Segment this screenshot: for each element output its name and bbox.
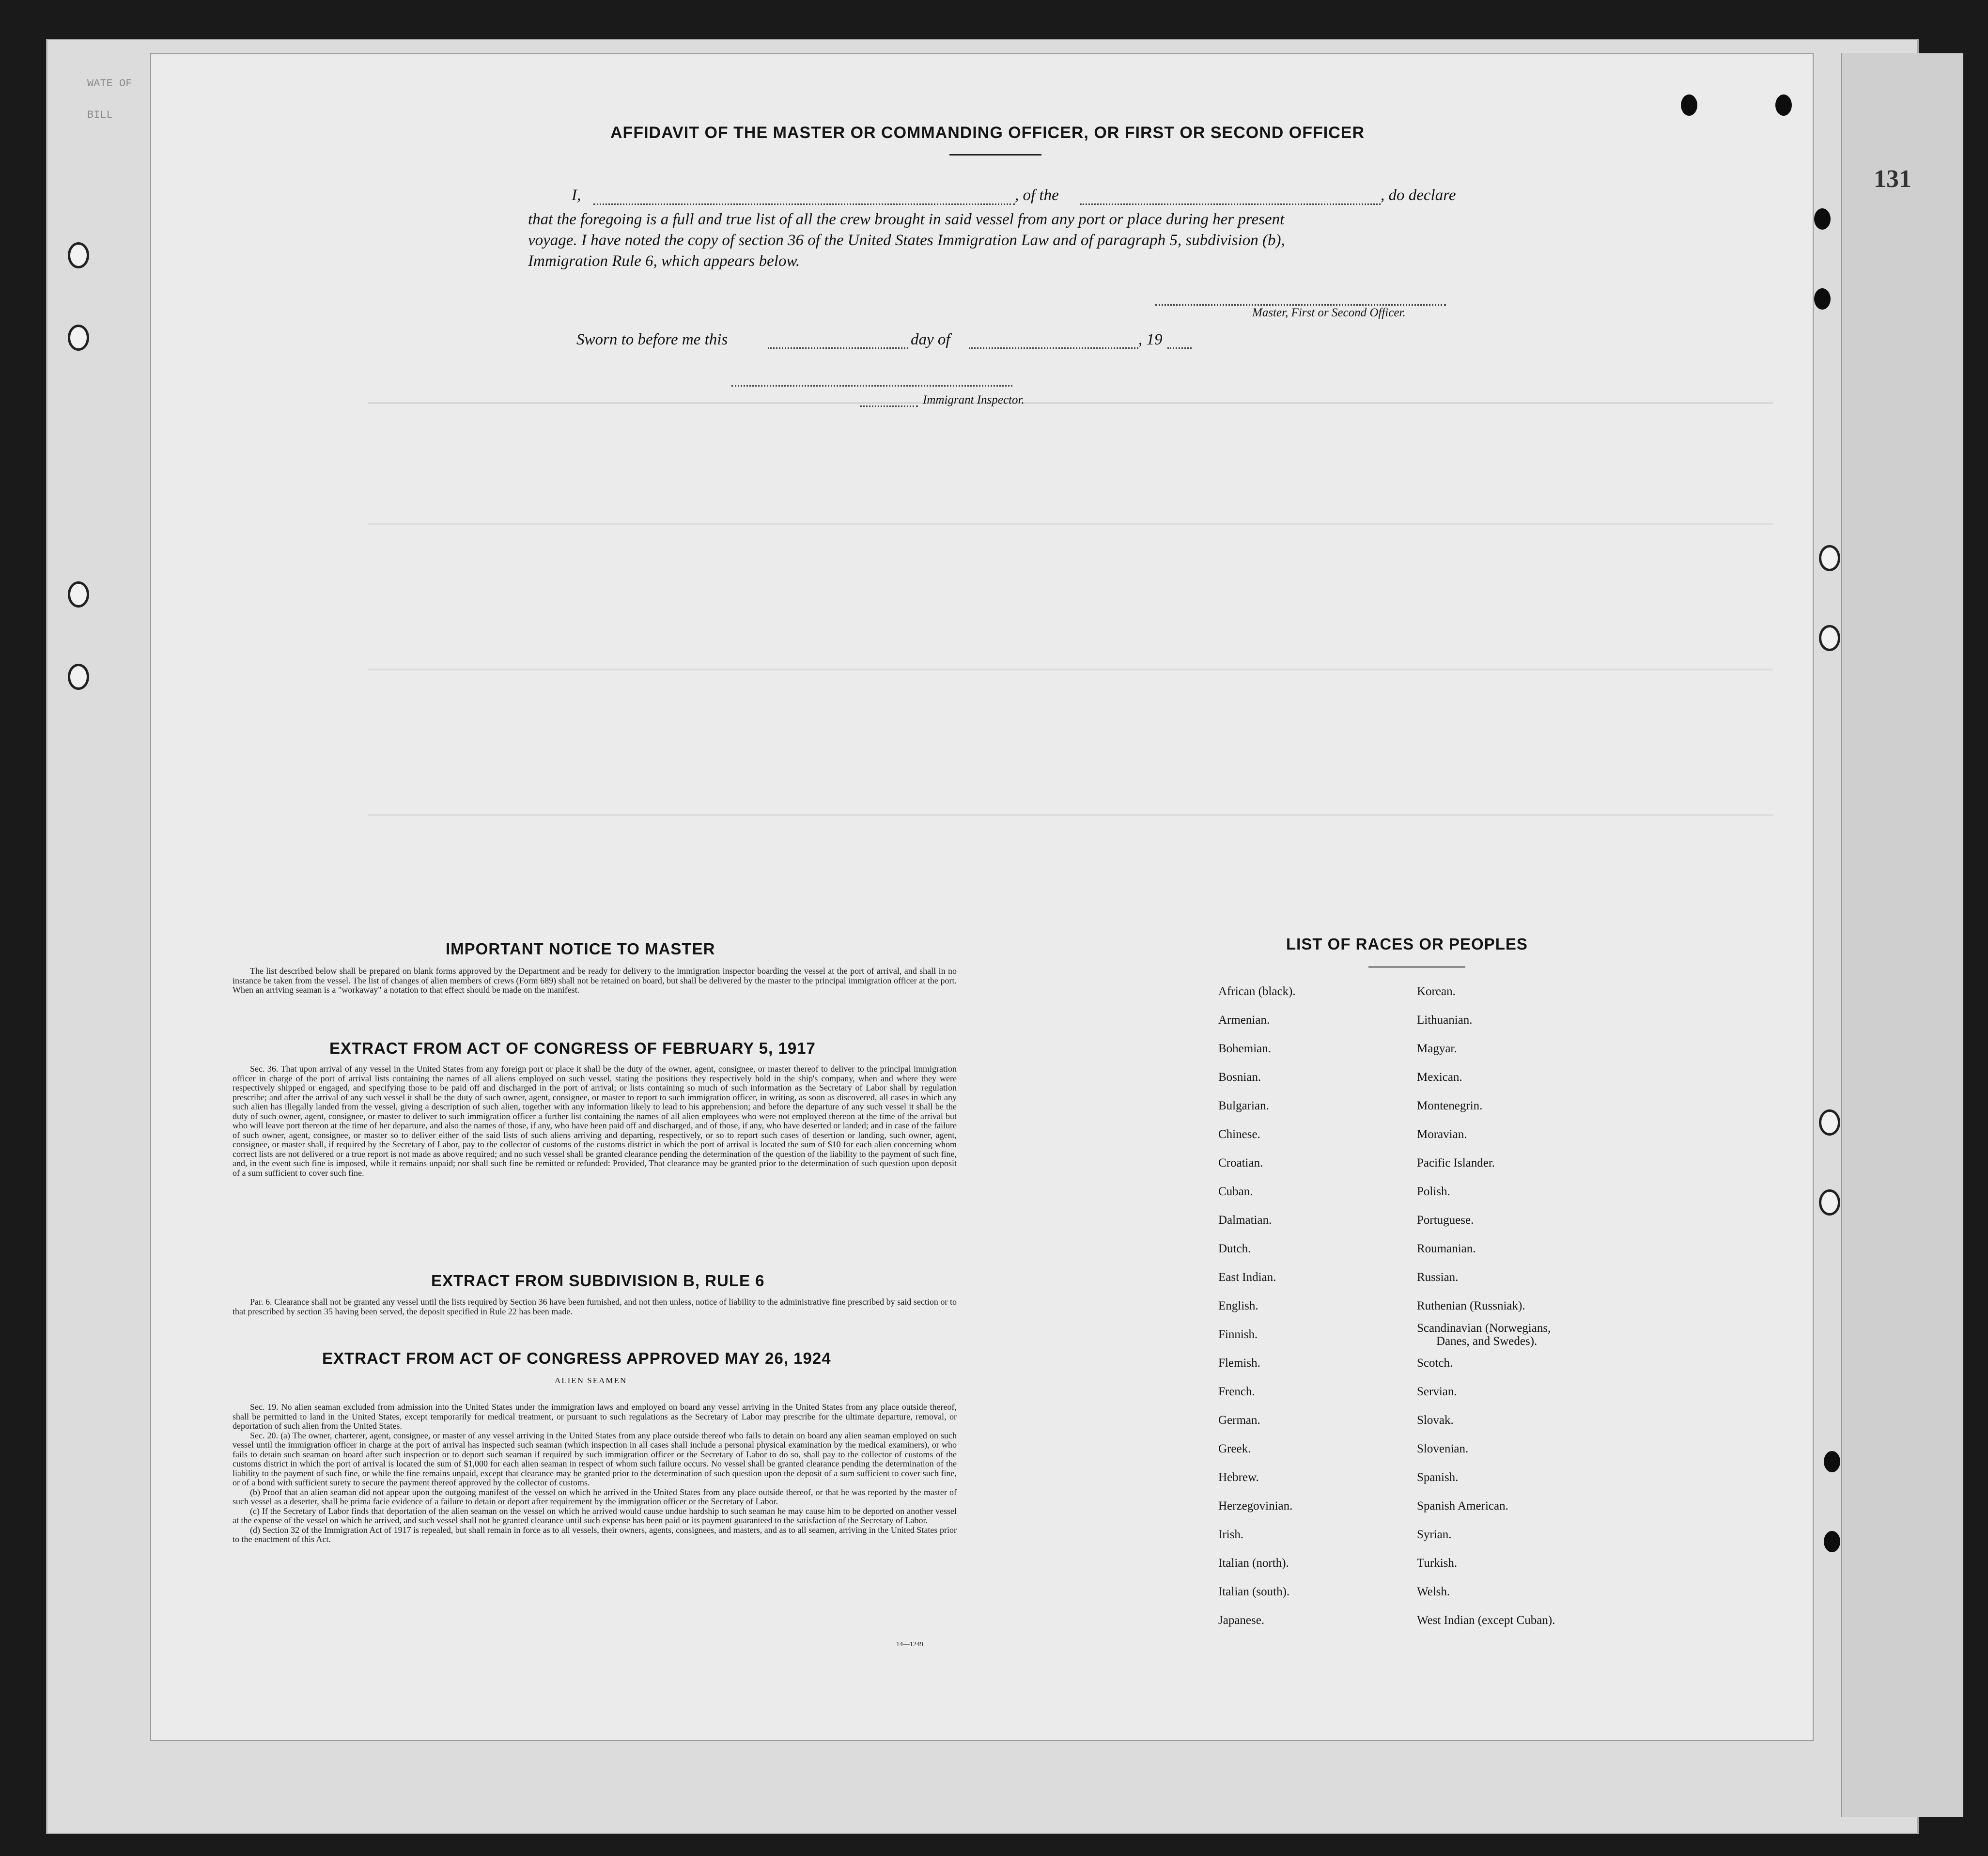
race-item: Scotch. [1417, 1357, 1453, 1370]
race-item: Cuban. [1218, 1185, 1253, 1198]
race-item: Montenegrin. [1417, 1099, 1483, 1112]
inspector-signature-line[interactable] [731, 385, 1012, 387]
punch-hole [1775, 94, 1792, 116]
punch-hole-ring [1819, 1189, 1840, 1216]
extract-1917-title: EXTRACT FROM ACT OF CONGRESS OF FEBRUARY 5, 1917 [329, 1039, 816, 1057]
margin-mark-1: WATE OF [87, 78, 132, 90]
punch-hole [1824, 1451, 1840, 1472]
race-item: Korean. [1417, 985, 1456, 998]
race-item: Finnish. [1218, 1328, 1258, 1341]
race-item: Armenian. [1218, 1014, 1270, 1027]
signature-label: Master, First or Second Officer. [1252, 306, 1406, 319]
race-item: Greek. [1218, 1442, 1251, 1455]
sec-20b-paragraph: (b) Proof that an alien seaman did not appear upon the outgoing manifest of the vessel on which he arrived in the United States from any place outside thereof, or that he was reported by the master of such vessel as a deserter, shall be prima facie evidence of a failure to detain or deport after requirement by the immigration officer or the Secretary of Labor. [233, 1487, 957, 1506]
race-item: Pacific Islander. [1417, 1156, 1495, 1170]
race-item: African (black). [1218, 985, 1296, 998]
title-rule [949, 154, 1041, 156]
race-item: Turkish. [1417, 1557, 1458, 1570]
notice-title: IMPORTANT NOTICE TO MASTER [446, 940, 715, 958]
signature-line[interactable] [1155, 304, 1446, 306]
sec-36-paragraph: Sec. 36. That upon arrival of any vessel in the United States from any foreign port or place it shall be the duty of the owner, agent, consignee, or master thereof to deliver to the principal immigration officer in charge of the port of arrival lists containing the names of all aliens employed on such vessel, stating the positions they respectively hold in the ship's company, when and where they were respectively shipped or engaged, and specifying those to be paid off and discharged in the port of arrival; or lists containing so much of such information as the Secretary of Labor shall by regulation prescribe; and after the arrival of any such vessel it shall be the duty of such owner, agent, consignee, or master to report to such immigration officer, in writing, as soon as discovered, all cases in which any such alien has illegally landed from the vessel, giving a description of such alien, together with any information likely to lead to his apprehension; and before the departure of any such vessel it shall be the duty of such owner, agent, consignee, or master to deliver to such immigration officer a further list containing the names of all alien employees who were not employed thereon at the time of the arrival but who will leave port thereon at the time of her departure, and also the names of those, if any, who have been paid off and discharged, and of those, if any, who have deserted or landed; and in case of the failure of such owner, agent, consignee, or master so to deliver either of the said lists of such aliens arriving and departing, respectively, or so to report such cases of desertion or landing, such owner, agent, consignee, or master shall, if required by the Secretary of Labor, pay to the collector of customs of the customs district in which the port of arrival is located the sum of $10 for each alien concerning whom correct lists are not delivered or a true report is not made as above required; and no such vessel shall be granted clearance pending the determination of the question of the liability to the payment of such fine, and, in the event such fine is imposed, while it remains unpaid; nor shall such fine be remitted or refunded: Provided, That clearance may be granted prior to the determination of such question upon deposit of a sum sufficient to cover such fine. [233, 1064, 957, 1178]
race-item: Moravian. [1417, 1128, 1467, 1141]
binder-hole [68, 664, 89, 690]
race-item: East Indian. [1218, 1271, 1276, 1284]
alien-seamen-subtitle: ALIEN SEAMEN [555, 1376, 627, 1385]
rule6-text [233, 1297, 957, 1316]
punch-hole [1824, 1531, 1840, 1552]
extract-1917-text [233, 1064, 957, 1178]
binder-hole [68, 581, 89, 608]
race-item: Irish. [1218, 1528, 1244, 1541]
race-item: Bosnian. [1218, 1071, 1261, 1084]
race-item-scandinavian [1417, 1320, 1555, 1349]
notice-text [233, 967, 957, 995]
race-item: Scandinavian (Norwegians, [1417, 1322, 1551, 1335]
sec-20d-paragraph: (d) Section 32 of the Immigration Act of 1917 is repealed, but shall remain in force as to all vessels, their owners, agents, consignees, and masters, and as to all seamen, arriving in the United States prior to the enactment of this Act. [233, 1525, 957, 1544]
affidavit-of-the: , of the [1015, 187, 1059, 204]
punch-hole [1681, 94, 1697, 116]
race-item: Spanish American. [1417, 1499, 1508, 1513]
punch-hole [1814, 208, 1831, 230]
extract-1924-text [233, 1403, 957, 1544]
notice-paragraph: The list described below shall be prepared on blank forms approved by the Department and be ready for delivery to the immigration inspector boarding the vessel at the port of arrival, and shall in no instance be taken from the vessel. The list of changes of alien members of crews (Form 689) shall not be retained on board, but shall be delivered by the master to the principal immigration officer at the port. When an arriving seaman is a "workaway" a notation to that effect should be made on the manifest. [233, 966, 957, 995]
affidavit-line-3: voyage. I have noted the copy of section 36 of the United States Immigration Law and of paragraph 5, subdivision (b), [528, 232, 1285, 249]
punch-hole-ring [1819, 545, 1840, 571]
race-item: Hebrew. [1218, 1471, 1259, 1484]
affidavit-declare: , do declare [1381, 187, 1456, 204]
punch-hole [1814, 288, 1831, 310]
race-item: Russian. [1417, 1271, 1459, 1284]
race-item: Spanish. [1417, 1471, 1459, 1484]
sec-20c-paragraph: (c) If the Secretary of Labor finds that deportation of the alien seaman on the vessel on which he arrived would cause undue hardship to such seaman he may cause him to be deported on another vessel at the expense of the vessel on which he arrived, and such vessel shall not be granted clearance until such expense has been paid or its payment guaranteed to the satisfaction of the Secretary of Labor. [233, 1506, 957, 1525]
race-item: Slovenian. [1417, 1442, 1469, 1455]
sworn-day-line[interactable] [768, 347, 908, 349]
binder-hole [68, 242, 89, 268]
punch-hole-ring [1819, 625, 1840, 651]
affidavit-line-4: Immigration Rule 6, which appears below. [528, 252, 800, 270]
back-sheet-edge [1841, 53, 1963, 1817]
affidavit-line-2: that the foregoing is a full and true list of all the crew brought in said vessel from any port or place during her present [528, 211, 1285, 228]
race-item: Syrian. [1417, 1528, 1452, 1541]
race-item: Bulgarian. [1218, 1099, 1269, 1112]
race-item: English. [1218, 1299, 1258, 1312]
race-item: Italian (south). [1218, 1585, 1290, 1598]
race-item: Bohemian. [1218, 1042, 1272, 1055]
par-6-paragraph: Par. 6. Clearance shall not be granted any vessel until the lists required by Section 36 have been furnished, and not then unless, notice of liability to the administrative fine prescribed by said section or to that prescribed by section 35 having been served, the deposit specified in Rule 22 has been made. [233, 1297, 957, 1316]
race-item: West Indian (except Cuban). [1417, 1614, 1555, 1627]
inspector-label: Immigrant Inspector. [923, 393, 1025, 406]
form-number: 14—1249 [896, 1641, 923, 1648]
race-item: German. [1218, 1414, 1260, 1427]
race-item: Ruthenian (Russniak). [1417, 1299, 1525, 1312]
sec-20a-paragraph: Sec. 20. (a) The owner, charterer, agent, consignee, or master of any vessel arriving in the United States from any place outside thereof who fails to detain on board any alien seaman employed on such vessel until the immigration officer in charge at the port of arrival has inspected such seaman (which inspection in all cases shall include a personal physical examination by the medical examiners), or who fails to detain such seaman on board after such inspection or to deport such seaman if required by such immigration officer or the Secretary of Labor to do so, shall pay to the collector of customs of the customs district in which the port of arrival is located the sum of $1,000 for each alien seaman in respect of whom such failure occurs. No vessel shall be granted clearance pending the determination of the liability to the payment of such fine, or while the fine remains unpaid, except that clearance may be granted prior to the determination of such question upon the deposit of a sum sufficient to cover such fine, or of a bond with sufficient surety to secure the payment thereof approved by the collector of customs. [233, 1430, 957, 1487]
race-item: Polish. [1417, 1185, 1450, 1198]
races-title: LIST OF RACES OR PEOPLES [1286, 935, 1528, 953]
extract-1924-title: EXTRACT FROM ACT OF CONGRESS APPROVED MAY 26, 1924 [322, 1349, 831, 1367]
sworn-day: day of [911, 331, 950, 348]
race-item: Servian. [1417, 1385, 1457, 1398]
race-item-continued: Danes, and Swedes). [1436, 1335, 1538, 1348]
race-item: Flemish. [1218, 1357, 1260, 1370]
rule6-title: EXTRACT FROM SUBDIVISION B, RULE 6 [431, 1272, 765, 1290]
sworn-year: , 19 [1138, 331, 1163, 348]
race-item: Croatian. [1218, 1156, 1263, 1170]
sworn-year-line[interactable] [1167, 347, 1192, 349]
affidavit-i: I, [572, 187, 581, 204]
race-item: Magyar. [1417, 1042, 1457, 1055]
race-item: Roumanian. [1417, 1242, 1476, 1255]
sec-19-paragraph: Sec. 19. No alien seaman excluded from admission into the United States under the immigration laws and employed on board any vessel arriving in the United States from any place outside thereof, shall be permitted to land in the United States, except temporarily for medical treatment, or pursuant to such regulations as the Secretary of Labor may prescribe for the ultimate departure, removal, or deportation of such alien from the United States. [233, 1402, 957, 1431]
race-item: Herzegovinian. [1218, 1499, 1293, 1513]
margin-mark-2: BILL [87, 109, 113, 121]
races-left-column [1218, 977, 1296, 1635]
race-item: Lithuanian. [1417, 1014, 1473, 1027]
race-item: Chinese. [1218, 1128, 1260, 1141]
race-item: Italian (north). [1218, 1557, 1289, 1570]
races-right-column [1417, 977, 1555, 1635]
name-line[interactable] [593, 203, 1015, 205]
sworn-prefix: Sworn to before me this [576, 331, 728, 348]
binder-hole [68, 325, 89, 351]
race-item: Slovak. [1417, 1414, 1454, 1427]
vessel-line[interactable] [1080, 203, 1381, 205]
race-item: Dalmatian. [1218, 1214, 1272, 1227]
race-item: Mexican. [1417, 1071, 1462, 1084]
race-item: Welsh. [1417, 1585, 1450, 1598]
page-number: 131 [1874, 165, 1911, 193]
punch-hole-ring [1819, 1109, 1840, 1136]
race-item: Japanese. [1218, 1614, 1265, 1627]
inspector-short-line [860, 406, 918, 407]
race-item: Dutch. [1218, 1242, 1251, 1255]
race-item: French. [1218, 1385, 1255, 1398]
race-item: Portuguese. [1417, 1214, 1474, 1227]
affidavit-title: AFFIDAVIT OF THE MASTER OR COMMANDING OFFICER, OR FIRST OR SECOND OFFICER [610, 124, 1365, 142]
sworn-month-line[interactable] [969, 347, 1138, 349]
